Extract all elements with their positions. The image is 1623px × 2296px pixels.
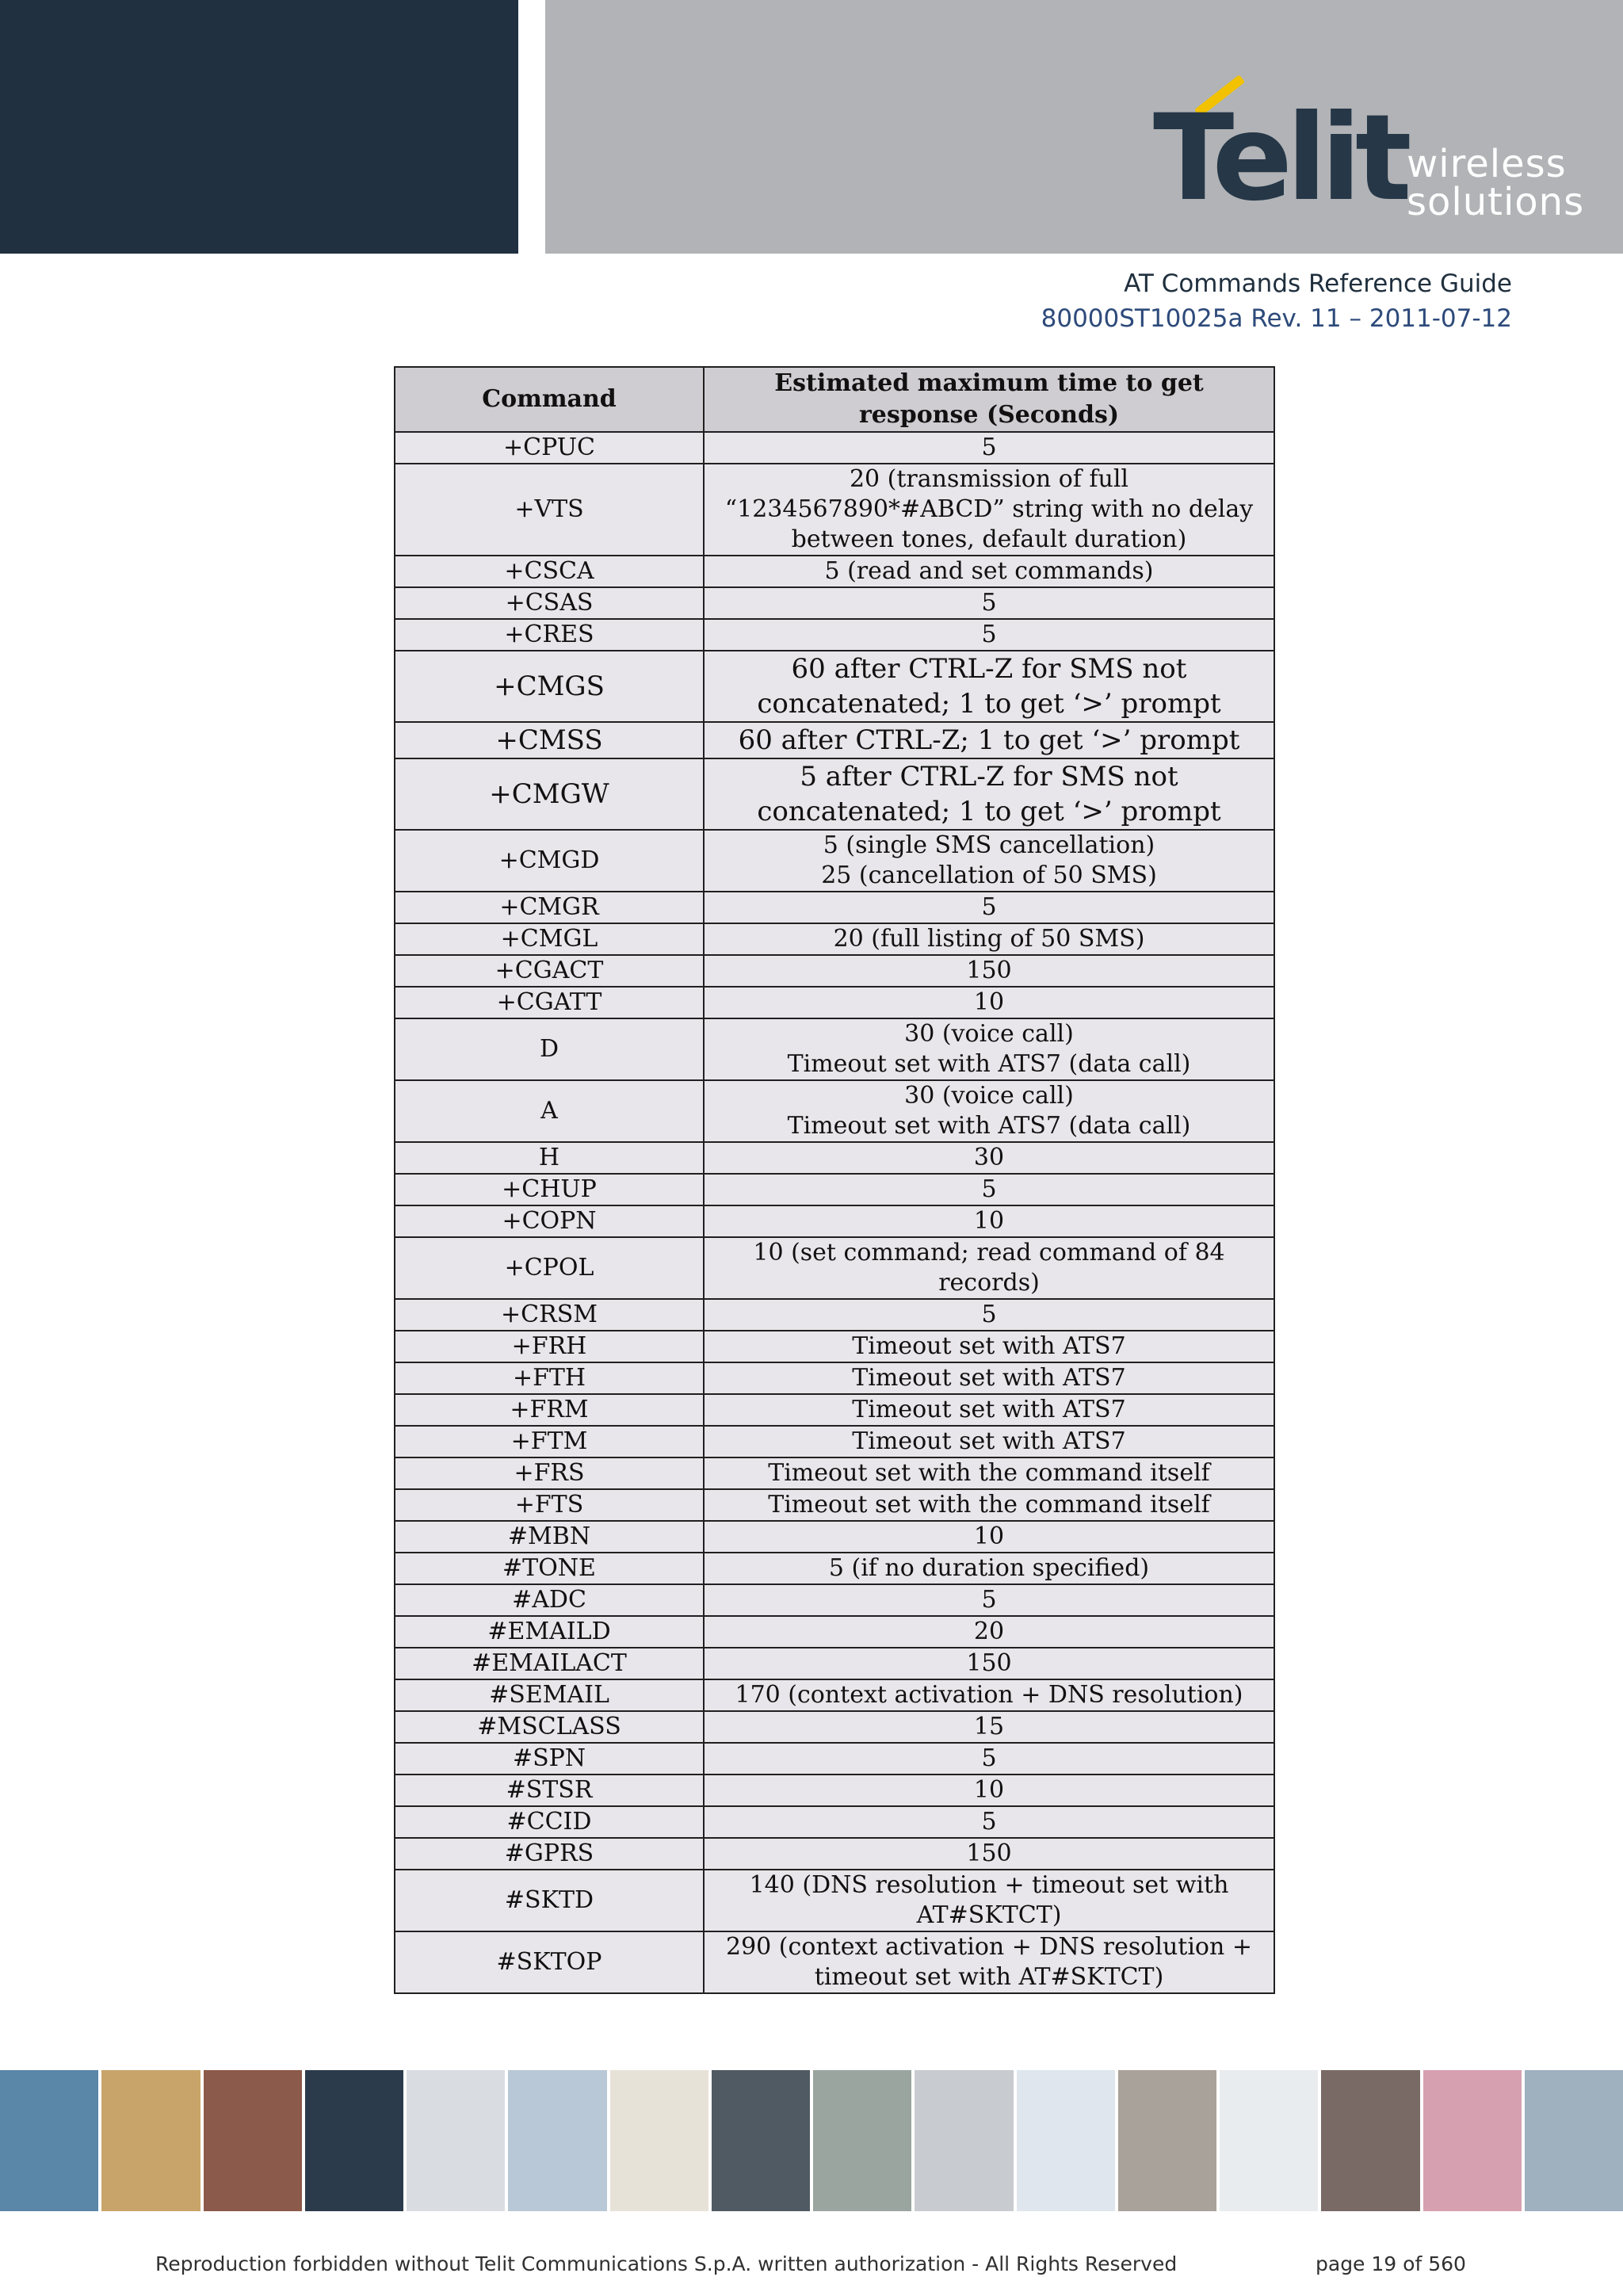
response-time-cell: 5 (if no duration specified) [704, 1553, 1274, 1584]
response-time-cell: Timeout set with ATS7 [704, 1331, 1274, 1362]
command-cell: +CSAS [395, 587, 704, 619]
photo-tile [610, 2070, 708, 2211]
response-time-cell: 20 (transmission of full “1234567890*#ABCD” string with no delay between tones, default duration) [704, 464, 1274, 556]
document-code: 80000ST10025a Rev. 11 – 2011-07-12 [1041, 304, 1512, 333]
table-row [395, 1743, 1274, 1775]
response-time-cell: 170 (context activation + DNS resolution) [704, 1679, 1274, 1711]
response-time-table [394, 366, 1275, 1994]
command-cell: +CGATT [395, 987, 704, 1018]
table-row [395, 1931, 1274, 1993]
photo-tile [508, 2070, 606, 2211]
response-time-cell: Timeout set with the command itself [704, 1489, 1274, 1521]
response-time-cell: 20 [704, 1616, 1274, 1648]
table-row [395, 722, 1274, 758]
table-row [395, 1806, 1274, 1838]
command-cell: #CCID [395, 1806, 704, 1838]
command-cell: #EMAILACT [395, 1648, 704, 1679]
table-row [395, 987, 1274, 1018]
command-cell: +CSCA [395, 556, 704, 587]
photo-tile [915, 2070, 1013, 2211]
logo-tagline-line2: solutions [1407, 180, 1585, 224]
table-row [395, 432, 1274, 464]
command-cell: +VTS [395, 464, 704, 556]
command-cell: +FTS [395, 1489, 704, 1521]
command-cell: +FTH [395, 1362, 704, 1394]
command-cell: +CHUP [395, 1174, 704, 1205]
logo-wordmark: Telit [1153, 90, 1406, 227]
response-time-cell: 5 [704, 1806, 1274, 1838]
command-cell: D [395, 1018, 704, 1080]
command-cell: #SKTOP [395, 1931, 704, 1993]
response-time-cell: 150 [704, 1838, 1274, 1870]
table-row [395, 1521, 1274, 1553]
command-cell: #MSCLASS [395, 1711, 704, 1743]
response-time-cell: 10 [704, 1775, 1274, 1806]
table-row [395, 1362, 1274, 1394]
table-body [395, 432, 1274, 1993]
response-time-cell: 30 (voice call) Timeout set with ATS7 (data call) [704, 1018, 1274, 1080]
page-number: page 19 of 560 [1316, 2252, 1466, 2275]
response-time-cell: 5 [704, 619, 1274, 651]
command-cell: +CMGD [395, 830, 704, 892]
response-time-cell: 5 after CTRL-Z for SMS not concatenated; 1 to get ‘>’ prompt [704, 758, 1274, 830]
command-cell: #SKTD [395, 1870, 704, 1931]
command-cell: +CPOL [395, 1237, 704, 1299]
command-cell: #SPN [395, 1743, 704, 1775]
response-time-cell: 30 (voice call) Timeout set with ATS7 (data call) [704, 1080, 1274, 1142]
command-cell: +FRM [395, 1394, 704, 1426]
command-cell: +CMGS [395, 651, 704, 722]
command-cell: #SEMAIL [395, 1679, 704, 1711]
response-time-cell: Timeout set with ATS7 [704, 1394, 1274, 1426]
response-time-cell: 10 [704, 1205, 1274, 1237]
table-row [395, 1616, 1274, 1648]
table-row [395, 1553, 1274, 1584]
photo-tile [305, 2070, 403, 2211]
header-dark-panel [0, 0, 518, 254]
footer-photo-strip [0, 2070, 1623, 2211]
photo-tile [1525, 2070, 1623, 2211]
command-cell: +CMGR [395, 892, 704, 923]
response-time-cell: Timeout set with the command itself [704, 1457, 1274, 1489]
command-cell: +CGACT [395, 955, 704, 987]
response-time-cell: 5 [704, 1299, 1274, 1331]
command-cell: #GPRS [395, 1838, 704, 1870]
response-time-cell: 5 [704, 432, 1274, 464]
command-cell: +CMGL [395, 923, 704, 955]
command-cell: +CPUC [395, 432, 704, 464]
photo-tile [1017, 2070, 1115, 2211]
response-time-cell: 5 (read and set commands) [704, 556, 1274, 587]
table-row [395, 1018, 1274, 1080]
table-row [395, 1299, 1274, 1331]
response-time-cell: 10 [704, 987, 1274, 1018]
response-time-cell: 5 [704, 1174, 1274, 1205]
photo-tile [407, 2070, 505, 2211]
photo-tile [101, 2070, 200, 2211]
table-row [395, 1205, 1274, 1237]
response-time-cell: 60 after CTRL-Z; 1 to get ‘>’ prompt [704, 722, 1274, 758]
table-row [395, 1648, 1274, 1679]
response-time-cell: 140 (DNS resolution + timeout set with AT#SKTCT) [704, 1870, 1274, 1931]
response-time-cell: 15 [704, 1711, 1274, 1743]
table-row [395, 1679, 1274, 1711]
command-cell: #ADC [395, 1584, 704, 1616]
header-command: Command [395, 367, 704, 432]
photo-tile [1423, 2070, 1522, 2211]
response-time-cell: 5 [704, 1743, 1274, 1775]
table-row [395, 1489, 1274, 1521]
table-row [395, 1775, 1274, 1806]
document-title: AT Commands Reference Guide [1124, 269, 1512, 298]
table-row [395, 464, 1274, 556]
command-cell: +FRS [395, 1457, 704, 1489]
telit-logo [1153, 83, 1585, 227]
table-row [395, 758, 1274, 830]
response-time-cell: 10 (set command; read command of 84 records) [704, 1237, 1274, 1299]
table-row [395, 1584, 1274, 1616]
response-time-cell: 5 [704, 1584, 1274, 1616]
logo-tagline-line1: wireless [1407, 142, 1567, 186]
table-row [395, 955, 1274, 987]
table-row [395, 1080, 1274, 1142]
photo-tile [1321, 2070, 1419, 2211]
footer-copyright: Reproduction forbidden without Telit Communications S.p.A. written authorization - All Rights Reserved [155, 2252, 1178, 2275]
command-cell: +CRSM [395, 1299, 704, 1331]
table-row [395, 1426, 1274, 1457]
command-cell: +FTM [395, 1426, 704, 1457]
command-cell: +CRES [395, 619, 704, 651]
table-row [395, 1237, 1274, 1299]
command-cell: #MBN [395, 1521, 704, 1553]
table-row [395, 830, 1274, 892]
command-cell: A [395, 1080, 704, 1142]
response-time-cell: 290 (context activation + DNS resolution + timeout set with AT#SKTCT) [704, 1931, 1274, 1993]
response-time-cell: 150 [704, 1648, 1274, 1679]
command-cell: #STSR [395, 1775, 704, 1806]
command-cell: +CMSS [395, 722, 704, 758]
response-time-cell: 10 [704, 1521, 1274, 1553]
table-header-row [395, 367, 1274, 432]
table-row [395, 587, 1274, 619]
table-row [395, 1457, 1274, 1489]
response-time-cell: Timeout set with ATS7 [704, 1362, 1274, 1394]
response-time-cell: 150 [704, 955, 1274, 987]
table-row [395, 1331, 1274, 1362]
table-row [395, 556, 1274, 587]
response-time-cell: 5 [704, 892, 1274, 923]
photo-tile [813, 2070, 911, 2211]
table-row [395, 892, 1274, 923]
table-row [395, 1394, 1274, 1426]
table-row [395, 1870, 1274, 1931]
table-row [395, 1838, 1274, 1870]
response-time-cell: 5 (single SMS cancellation) 25 (cancellation of 50 SMS) [704, 830, 1274, 892]
command-cell: #EMAILD [395, 1616, 704, 1648]
table-row [395, 619, 1274, 651]
response-time-cell: 60 after CTRL-Z for SMS not concatenated; 1 to get ‘>’ prompt [704, 651, 1274, 722]
command-cell: +FRH [395, 1331, 704, 1362]
photo-tile [0, 2070, 98, 2211]
table-row [395, 1711, 1274, 1743]
header-response-time: Estimated maximum time to get response (Seconds) [704, 367, 1274, 432]
command-cell: H [395, 1142, 704, 1174]
response-time-cell: Timeout set with ATS7 [704, 1426, 1274, 1457]
photo-tile [1118, 2070, 1216, 2211]
response-time-cell: 5 [704, 587, 1274, 619]
table-row [395, 923, 1274, 955]
command-cell: +COPN [395, 1205, 704, 1237]
command-cell: +CMGW [395, 758, 704, 830]
response-time-cell: 20 (full listing of 50 SMS) [704, 923, 1274, 955]
table-row [395, 1142, 1274, 1174]
table-row [395, 651, 1274, 722]
photo-tile [1220, 2070, 1318, 2211]
photo-tile [712, 2070, 810, 2211]
command-cell: #TONE [395, 1553, 704, 1584]
response-time-cell: 30 [704, 1142, 1274, 1174]
table-row [395, 1174, 1274, 1205]
photo-tile [204, 2070, 302, 2211]
